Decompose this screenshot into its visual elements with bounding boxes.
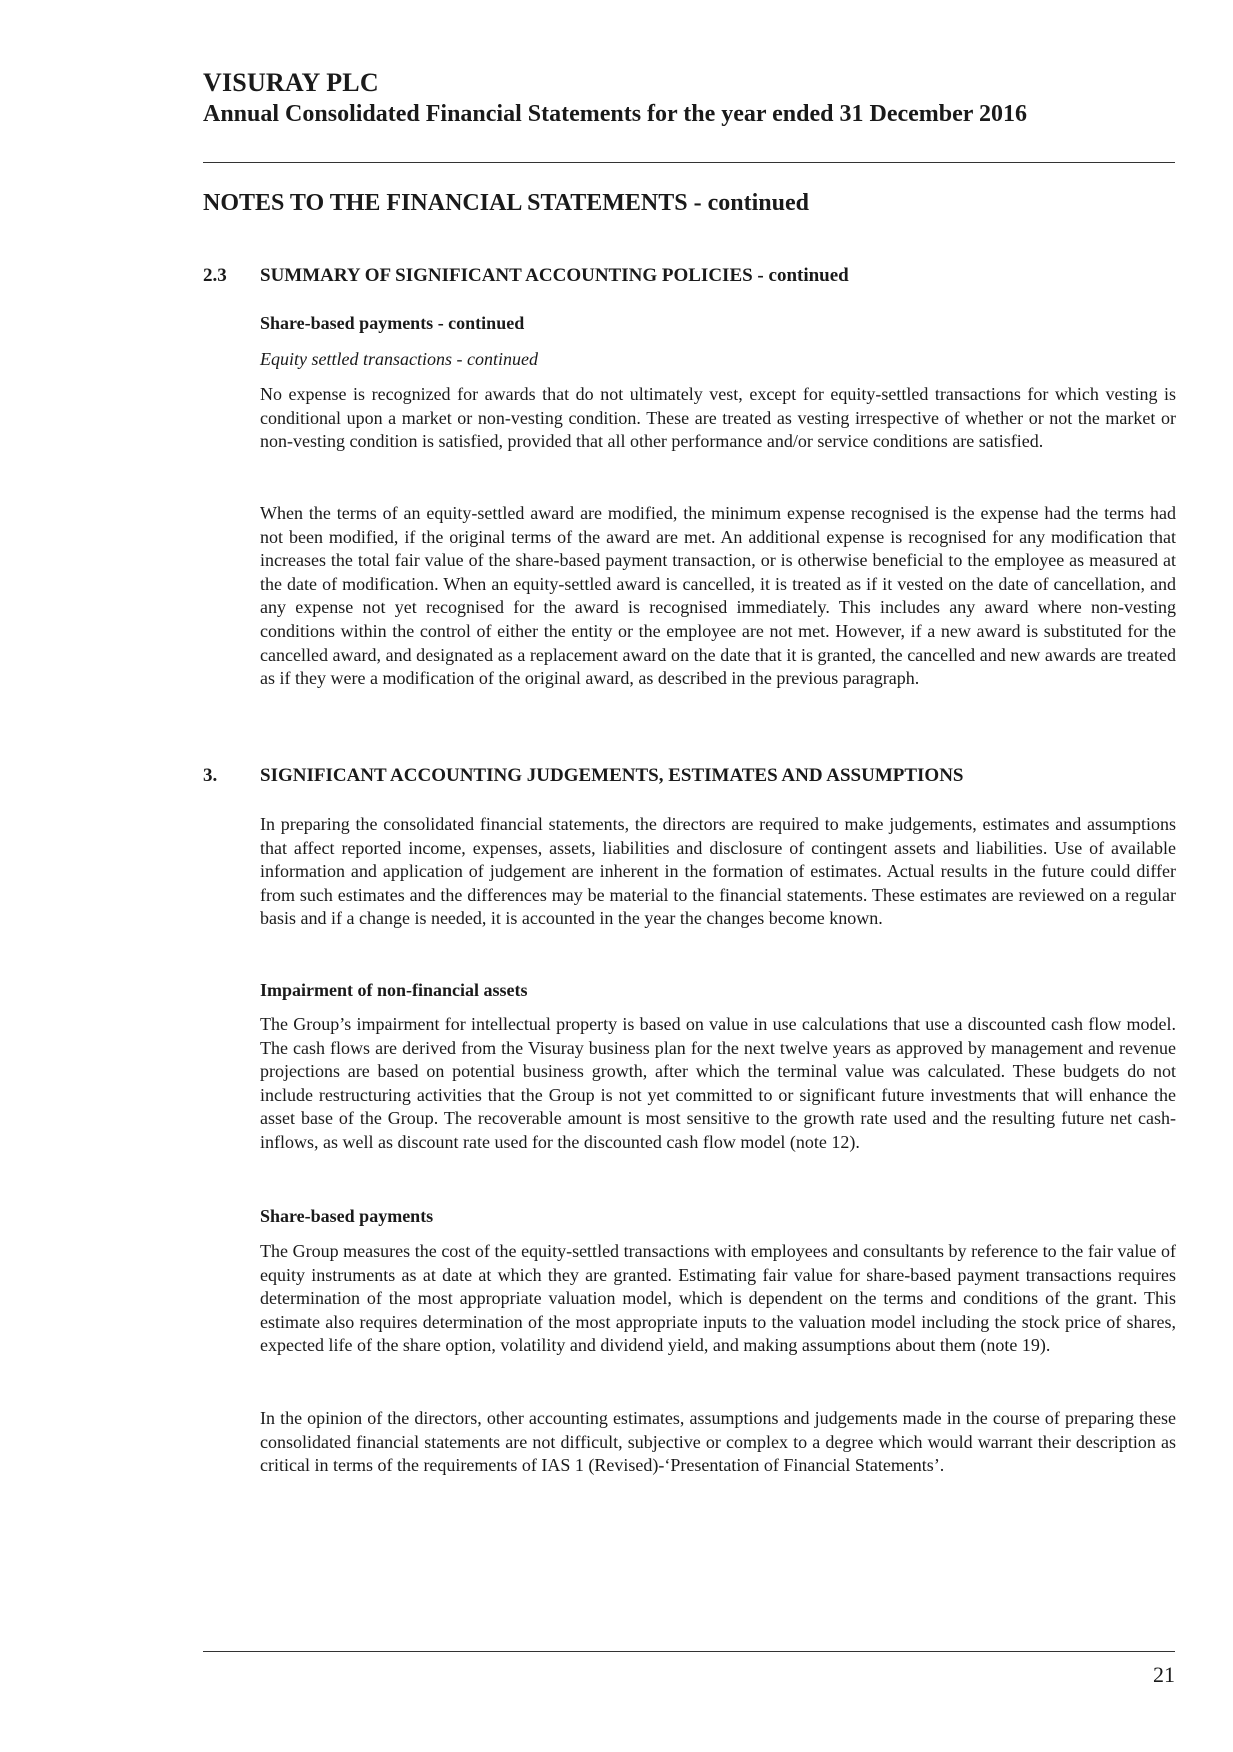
header-divider: [203, 162, 1175, 163]
page-number: 21: [1153, 1662, 1175, 1687]
section-3-number: 3.: [203, 765, 218, 786]
share-based-heading: Share-based payments: [260, 1206, 434, 1226]
notes-title: NOTES TO THE FINANCIAL STATEMENTS - continued: [203, 190, 809, 216]
report-title: Annual Consolidated Financial Statements for the year ended 31 December 2016: [203, 101, 1027, 127]
paragraph-section-3-intro: In preparing the consolidated financial statements, the directors are required to make judgements, estimates and assumptions that affect reported income, expenses, assets, liabilities and disclosure of contingent assets and liabilities. Use of available information and application of judgement are inherent in the formation of estimates. Actual results in the future could differ from such estimates and the differences may be material to the financial statements. These estimates are reviewed on a regular basis and if a change is needed, it is accounted in the year the changes become known.: [260, 814, 1176, 929]
paragraph-closing-opinion: In the opinion of the directors, other accounting estimates, assumptions and judgements made in the course of preparing these consolidated financial statements are not difficult, subjective or complex to a degree which would warrant their description as critical in terms of the requirements of IAS 1 (Revised)-‘Presentation of Financial Statements’.: [260, 1408, 1176, 1476]
paragraph-impairment: The Group’s impairment for intellectual property is based on value in use calculations that use a discounted cash flow model. The cash flows are derived from the Visuray business plan for the next twelve years as approved by management and revenue projections are based on potential business growth, after which the terminal value was calculated. These budgets do not include restructuring activities that the Group is not yet committed to or significant future investments that will enhance the asset base of the Group. The recoverable amount is most sensitive to the growth rate used and the resulting future net cash-inflows, as well as discount rate used for the discounted cash flow model (note 12).: [260, 1014, 1176, 1152]
paragraph-no-expense: No expense is recognized for awards that do not ultimately vest, except for equity-settled transactions for which vesting is conditional upon a market or non-vesting condition. These are treated as vesting irrespective of whether or not the market or non-vesting condition is satisfied, provided that all other performance and/or service conditions are satisfied.: [260, 384, 1176, 452]
share-based-continued-heading: Share-based payments - continued: [260, 313, 525, 333]
section-2-3-title: SUMMARY OF SIGNIFICANT ACCOUNTING POLICIES - continued: [260, 265, 849, 286]
company-name: VISURAY PLC: [203, 68, 379, 97]
section-3-title: SIGNIFICANT ACCOUNTING JUDGEMENTS, ESTIMATES AND ASSUMPTIONS: [260, 765, 964, 786]
paragraph-modified-terms: When the terms of an equity-settled award are modified, the minimum expense recognised is the expense had the terms had not been modified, if the original terms of the award are met. An additional expense is recognised for any modification that increases the total fair value of the share-based payment transaction, or is otherwise beneficial to the employee as measured at the date of modification. When an equity-settled award is cancelled, it is treated as if it vested on the date of cancellation, and any expense not yet recognised for the award is recognised immediately. This includes any award where non-vesting conditions within the control of either the entity or the employee are not met. However, if a new award is substituted for the cancelled award, and designated as a replacement award on the date that it is granted, the cancelled and new awards are treated as if they were a modification of the original award, as described in the previous paragraph.: [260, 503, 1176, 689]
impairment-heading: Impairment of non-financial assets: [260, 980, 528, 1000]
section-2-3-number: 2.3: [203, 265, 227, 286]
equity-settled-heading: Equity settled transactions - continued: [260, 349, 538, 369]
paragraph-share-based: The Group measures the cost of the equity-settled transactions with employees and consultants by reference to the fair value of equity instruments as at date at which they are granted. Estimating fair value for share-based payment transactions requires determination of the most appropriate valuation model, which is dependent on the terms and conditions of the grant. This estimate also requires determination of the most appropriate inputs to the valuation model including the stock price of shares, expected life of the share option, volatility and dividend yield, and making assumptions about them (note 19).: [260, 1241, 1176, 1356]
footer-divider: [203, 1651, 1175, 1652]
